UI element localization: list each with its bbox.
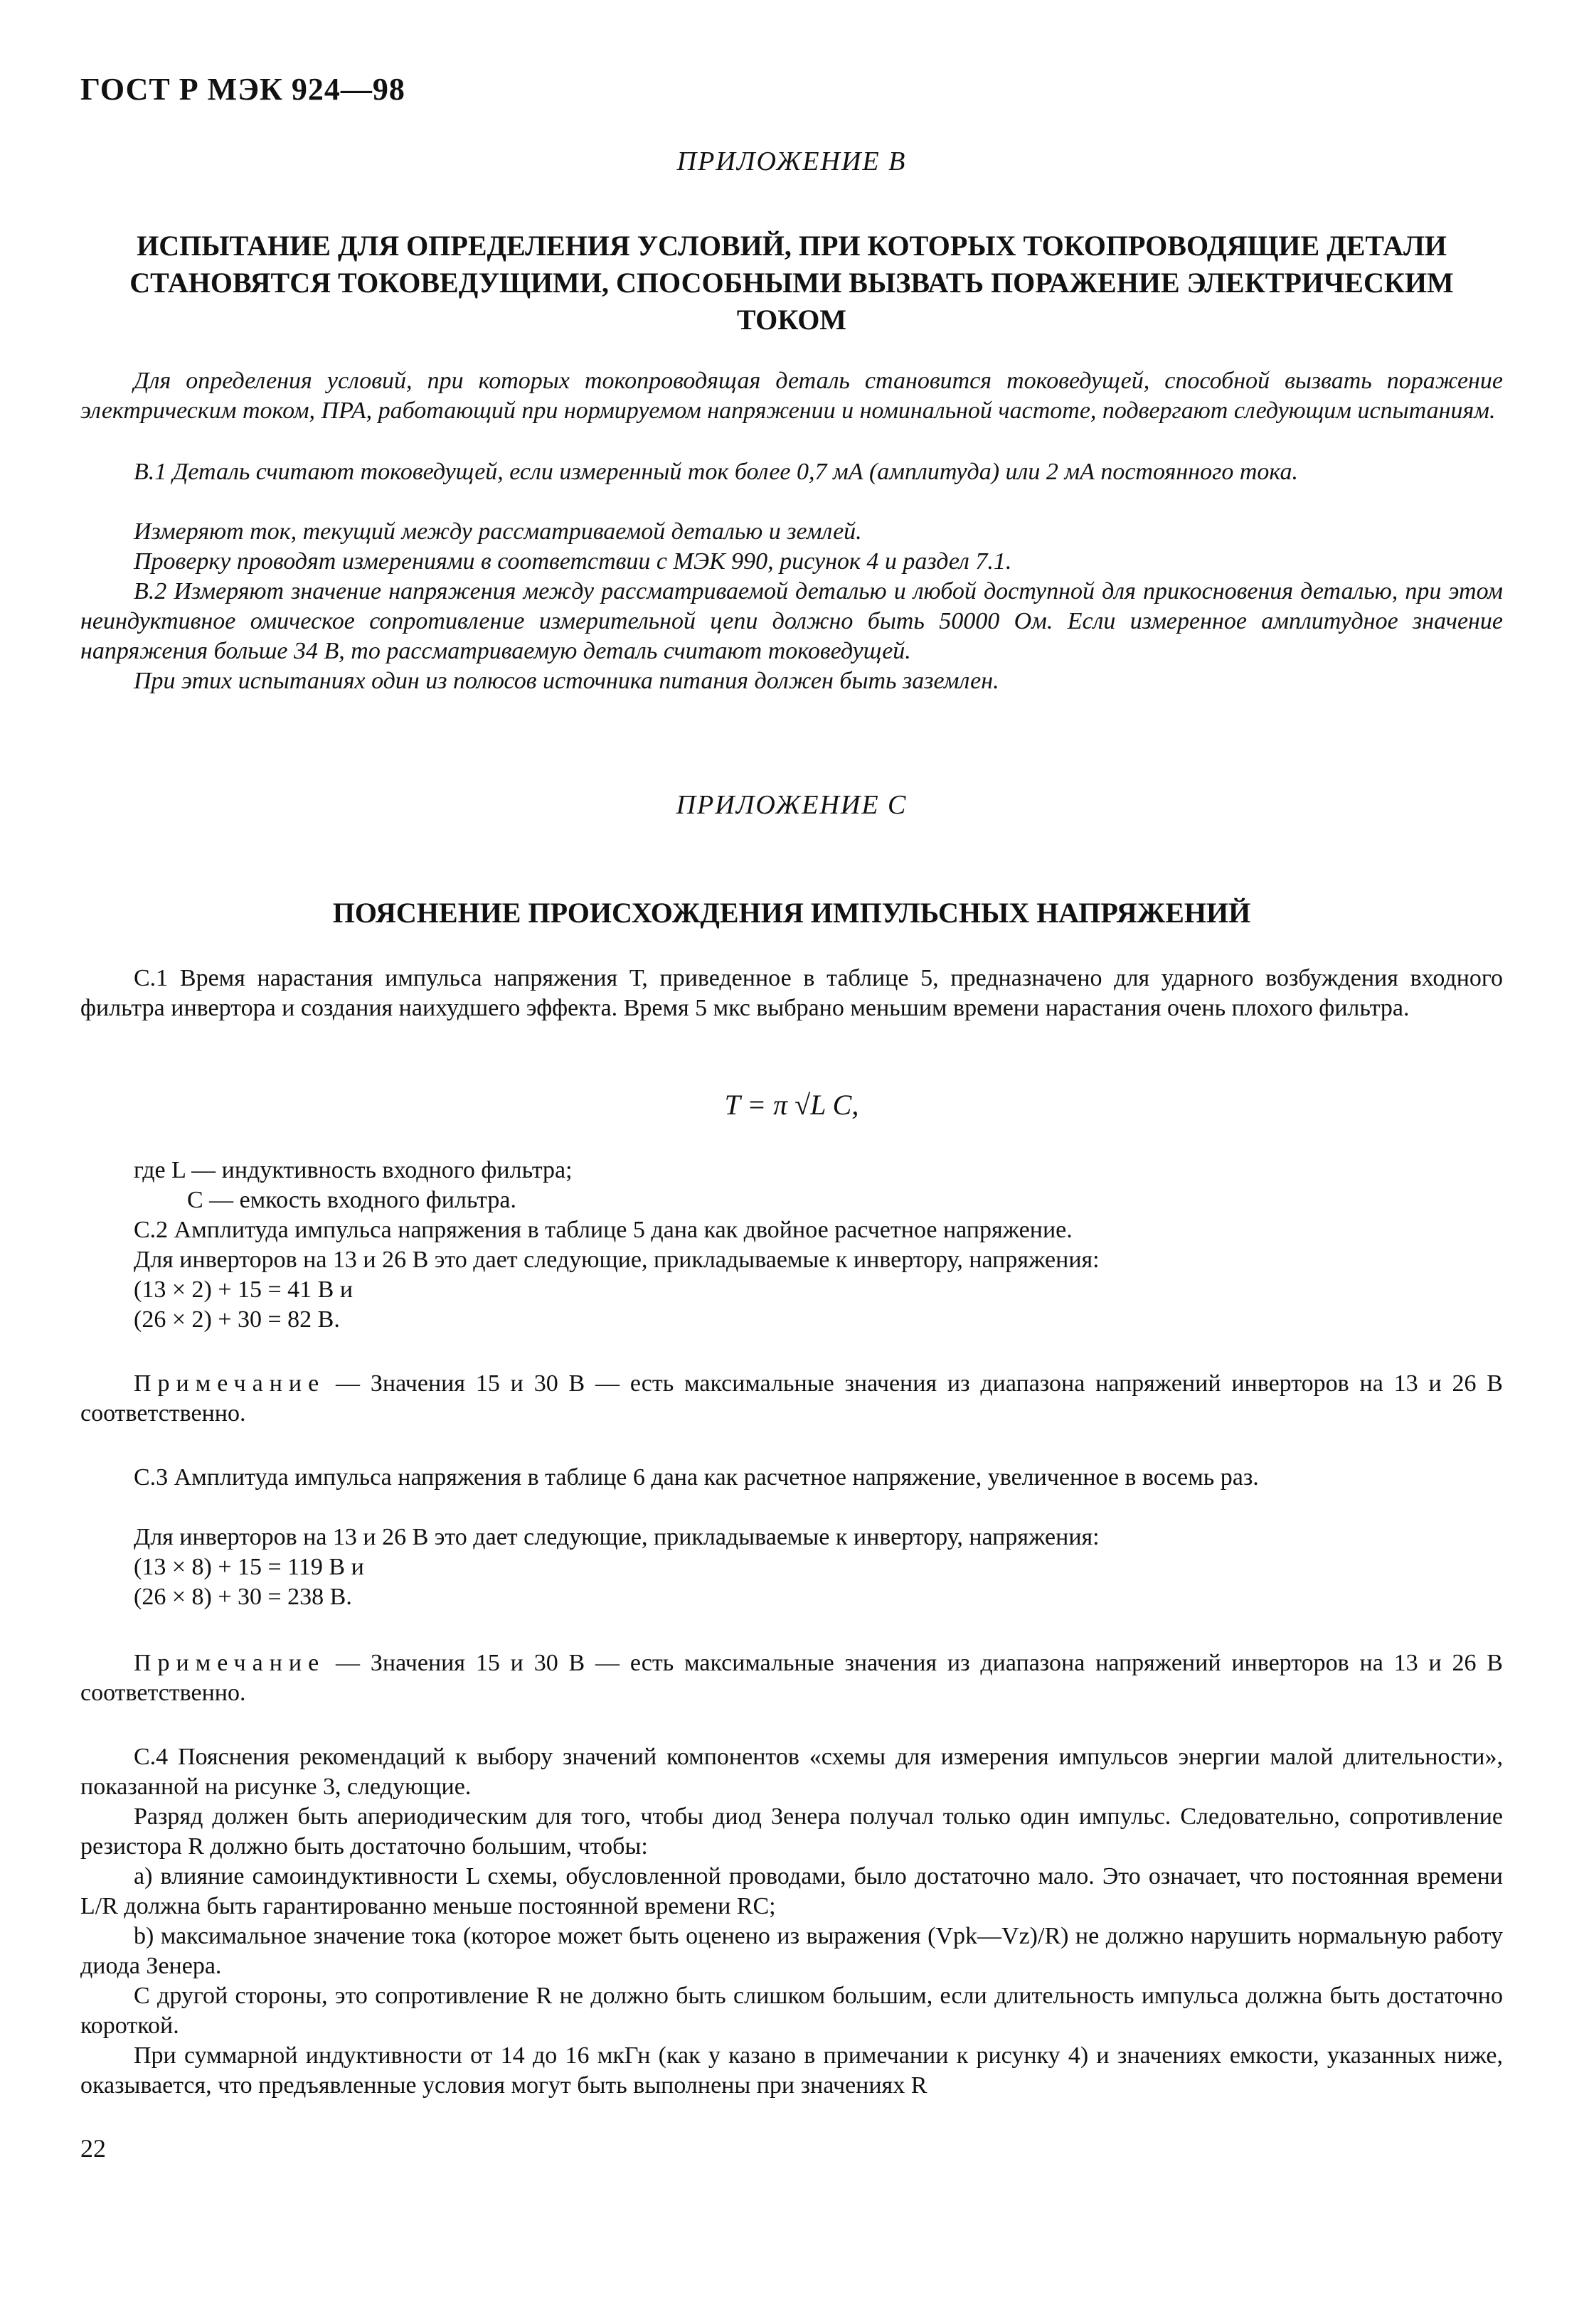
page-number: 22: [80, 2134, 106, 2163]
appendix-b-title: [80, 228, 1503, 339]
appendix-b-title-line2: СТАНОВЯТСЯ ТОКОВЕДУЩИМИ, СПОСОБНЫМИ ВЫЗВАТЬ ПОРАЖЕНИЕ ЭЛЕКТРИЧЕСКИМ: [129, 267, 1454, 299]
clause-b1-check: Проверку проводят измерениями в соответствии с МЭК 990, рисунок 4 и раздел 7.1.: [134, 548, 1012, 575]
note-1: [80, 1369, 1503, 1429]
appendix-b-title-line1: ИСПЫТАНИЕ ДЛЯ ОПРЕДЕЛЕНИЯ УСЛОВИЙ, ПРИ КОТОРЫХ ТОКОПРОВОДЯЩИЕ ДЕТАЛИ: [137, 230, 1447, 262]
clause-c3-inverters: Для инверторов на 13 и 26 В это дает следующие, прикладываемые к инвертору, напряжения:: [134, 1524, 1100, 1550]
clause-c2-calc2: (26 × 2) + 30 = 82 В.: [134, 1306, 340, 1333]
clause-b2: В.2 Измеряют значение напряжения между рассматриваемой деталью и любой доступной для прикосновения деталью, при этом неиндуктивное омическое сопротивление измерительной цепи должно быть 50000 Ом. Если измеренное амплитудное значение напряжения больше 34 В, то рассматриваемую деталь считают токоведущей.: [80, 578, 1503, 664]
appendix-b-title-line3: ТОКОМ: [736, 304, 847, 336]
clause-b1-measure: Измеряют ток, текущий между рассматриваемой деталью и землей.: [134, 518, 862, 545]
clause-c2-inverters: Для инверторов на 13 и 26 В это дает следующие, прикладываемые к инвертору, напряжения:: [134, 1247, 1100, 1273]
clause-c4-paragraph2: С другой стороны, это сопротивление R не должно быть слишком большим, если длительность импульса должна быть достаточно короткой.: [80, 1983, 1503, 2039]
appendix-c-label: ПРИЛОЖЕНИЕ С: [676, 790, 908, 820]
clause-c3-calc2: (26 × 8) + 30 = 238 В.: [134, 1584, 352, 1610]
clause-c4-paragraph3: При суммарной индуктивности от 14 до 16 мкГн (как у казано в примечании к рисунку 4) и значениях емкости, указанных ниже, оказывается, что предъявленные условия могут быть выполнены при значениях R: [80, 2042, 1503, 2099]
note-2-label: Примечание: [134, 1650, 326, 1676]
clause-c1: С.1 Время нарастания импульса напряжения Т, приведенное в таблице 5, предназначено для ударного возбуждения входного фильтра инвертора и создания наихудшего эффекта. Время 5 мкс выбрано меньшим времени нарастания очень плохого фильтра.: [80, 965, 1503, 1021]
clause-c4: С.4 Пояснения рекомендаций к выбору значений компонентов «схемы для измерения импульсов энергии малой длительности», показанной на рисунке 3, следующие.: [80, 1744, 1503, 1800]
appendix-b-intro: Для определения условий, при которых токопроводящая деталь становится токоведущей, способной вызвать поражение электрическим током, ПРА, работающий при нормируемом напряжении и номинальной частоте, подвергают следующим испытаниям.: [80, 368, 1503, 424]
document-code: ГОСТ Р МЭК 924—98: [80, 72, 405, 107]
note-2: [80, 1648, 1503, 1708]
appendix-b-label: ПРИЛОЖЕНИЕ В: [676, 146, 907, 176]
clause-b1: В.1 Деталь считают токоведущей, если измеренный ток более 0,7 мА (амплитуда) или 2 мА постоянного тока.: [134, 459, 1298, 485]
clause-c3-calc1: (13 × 8) + 15 = 119 В и: [134, 1554, 364, 1580]
note-2-text: — Значения 15 и 30 В — есть максимальные значения из диапазона напряжений инверторов на 13 и 26 В соответственно.: [80, 1650, 1503, 1706]
clause-c4-item-a: а) влияние самоиндуктивности L схемы, обусловленной проводами, было достаточно мало. Это означает, что постоянная времени L/R должна быть гарантированно меньше постоянной времени RC;: [80, 1863, 1503, 1919]
note-1-label: Примечание: [134, 1370, 326, 1397]
formula-where-c: C — емкость входного фильтра.: [187, 1187, 517, 1213]
note-1-text: — Значения 15 и 30 В — есть максимальные значения из диапазона напряжений инверторов на 13 и 26 В соответственно.: [80, 1370, 1503, 1427]
clause-c4-item-b: b) максимальное значение тока (которое может быть оценено из выражения (Vpk—Vz)/R) не должно нарушить нормальную работу диода Зенера.: [80, 1923, 1503, 1979]
rise-time-formula: T = π √L C,: [724, 1089, 859, 1121]
formula-where-l: где L — индуктивность входного фильтра;: [134, 1157, 573, 1183]
clause-c4-paragraph1: Разряд должен быть апериодическим для того, чтобы диод Зенера получал только один импульс. Следовательно, сопротивление резистора R должно быть достаточно большим, чтобы:: [80, 1803, 1503, 1860]
clause-c2-calc1: (13 × 2) + 15 = 41 В и: [134, 1276, 354, 1303]
clause-c3: С.3 Амплитуда импульса напряжения в таблице 6 дана как расчетное напряжение, увеличенное в восемь раз.: [134, 1464, 1259, 1491]
appendix-c-title: ПОЯСНЕНИЕ ПРОИСХОЖДЕНИЯ ИМПУЛЬСНЫХ НАПРЯЖЕНИЙ: [332, 897, 1251, 929]
clause-b2-ground: При этих испытаниях один из полюсов источника питания должен быть заземлен.: [134, 668, 999, 694]
clause-c2: С.2 Амплитуда импульса напряжения в таблице 5 дана как двойное расчетное напряжение.: [134, 1217, 1073, 1243]
